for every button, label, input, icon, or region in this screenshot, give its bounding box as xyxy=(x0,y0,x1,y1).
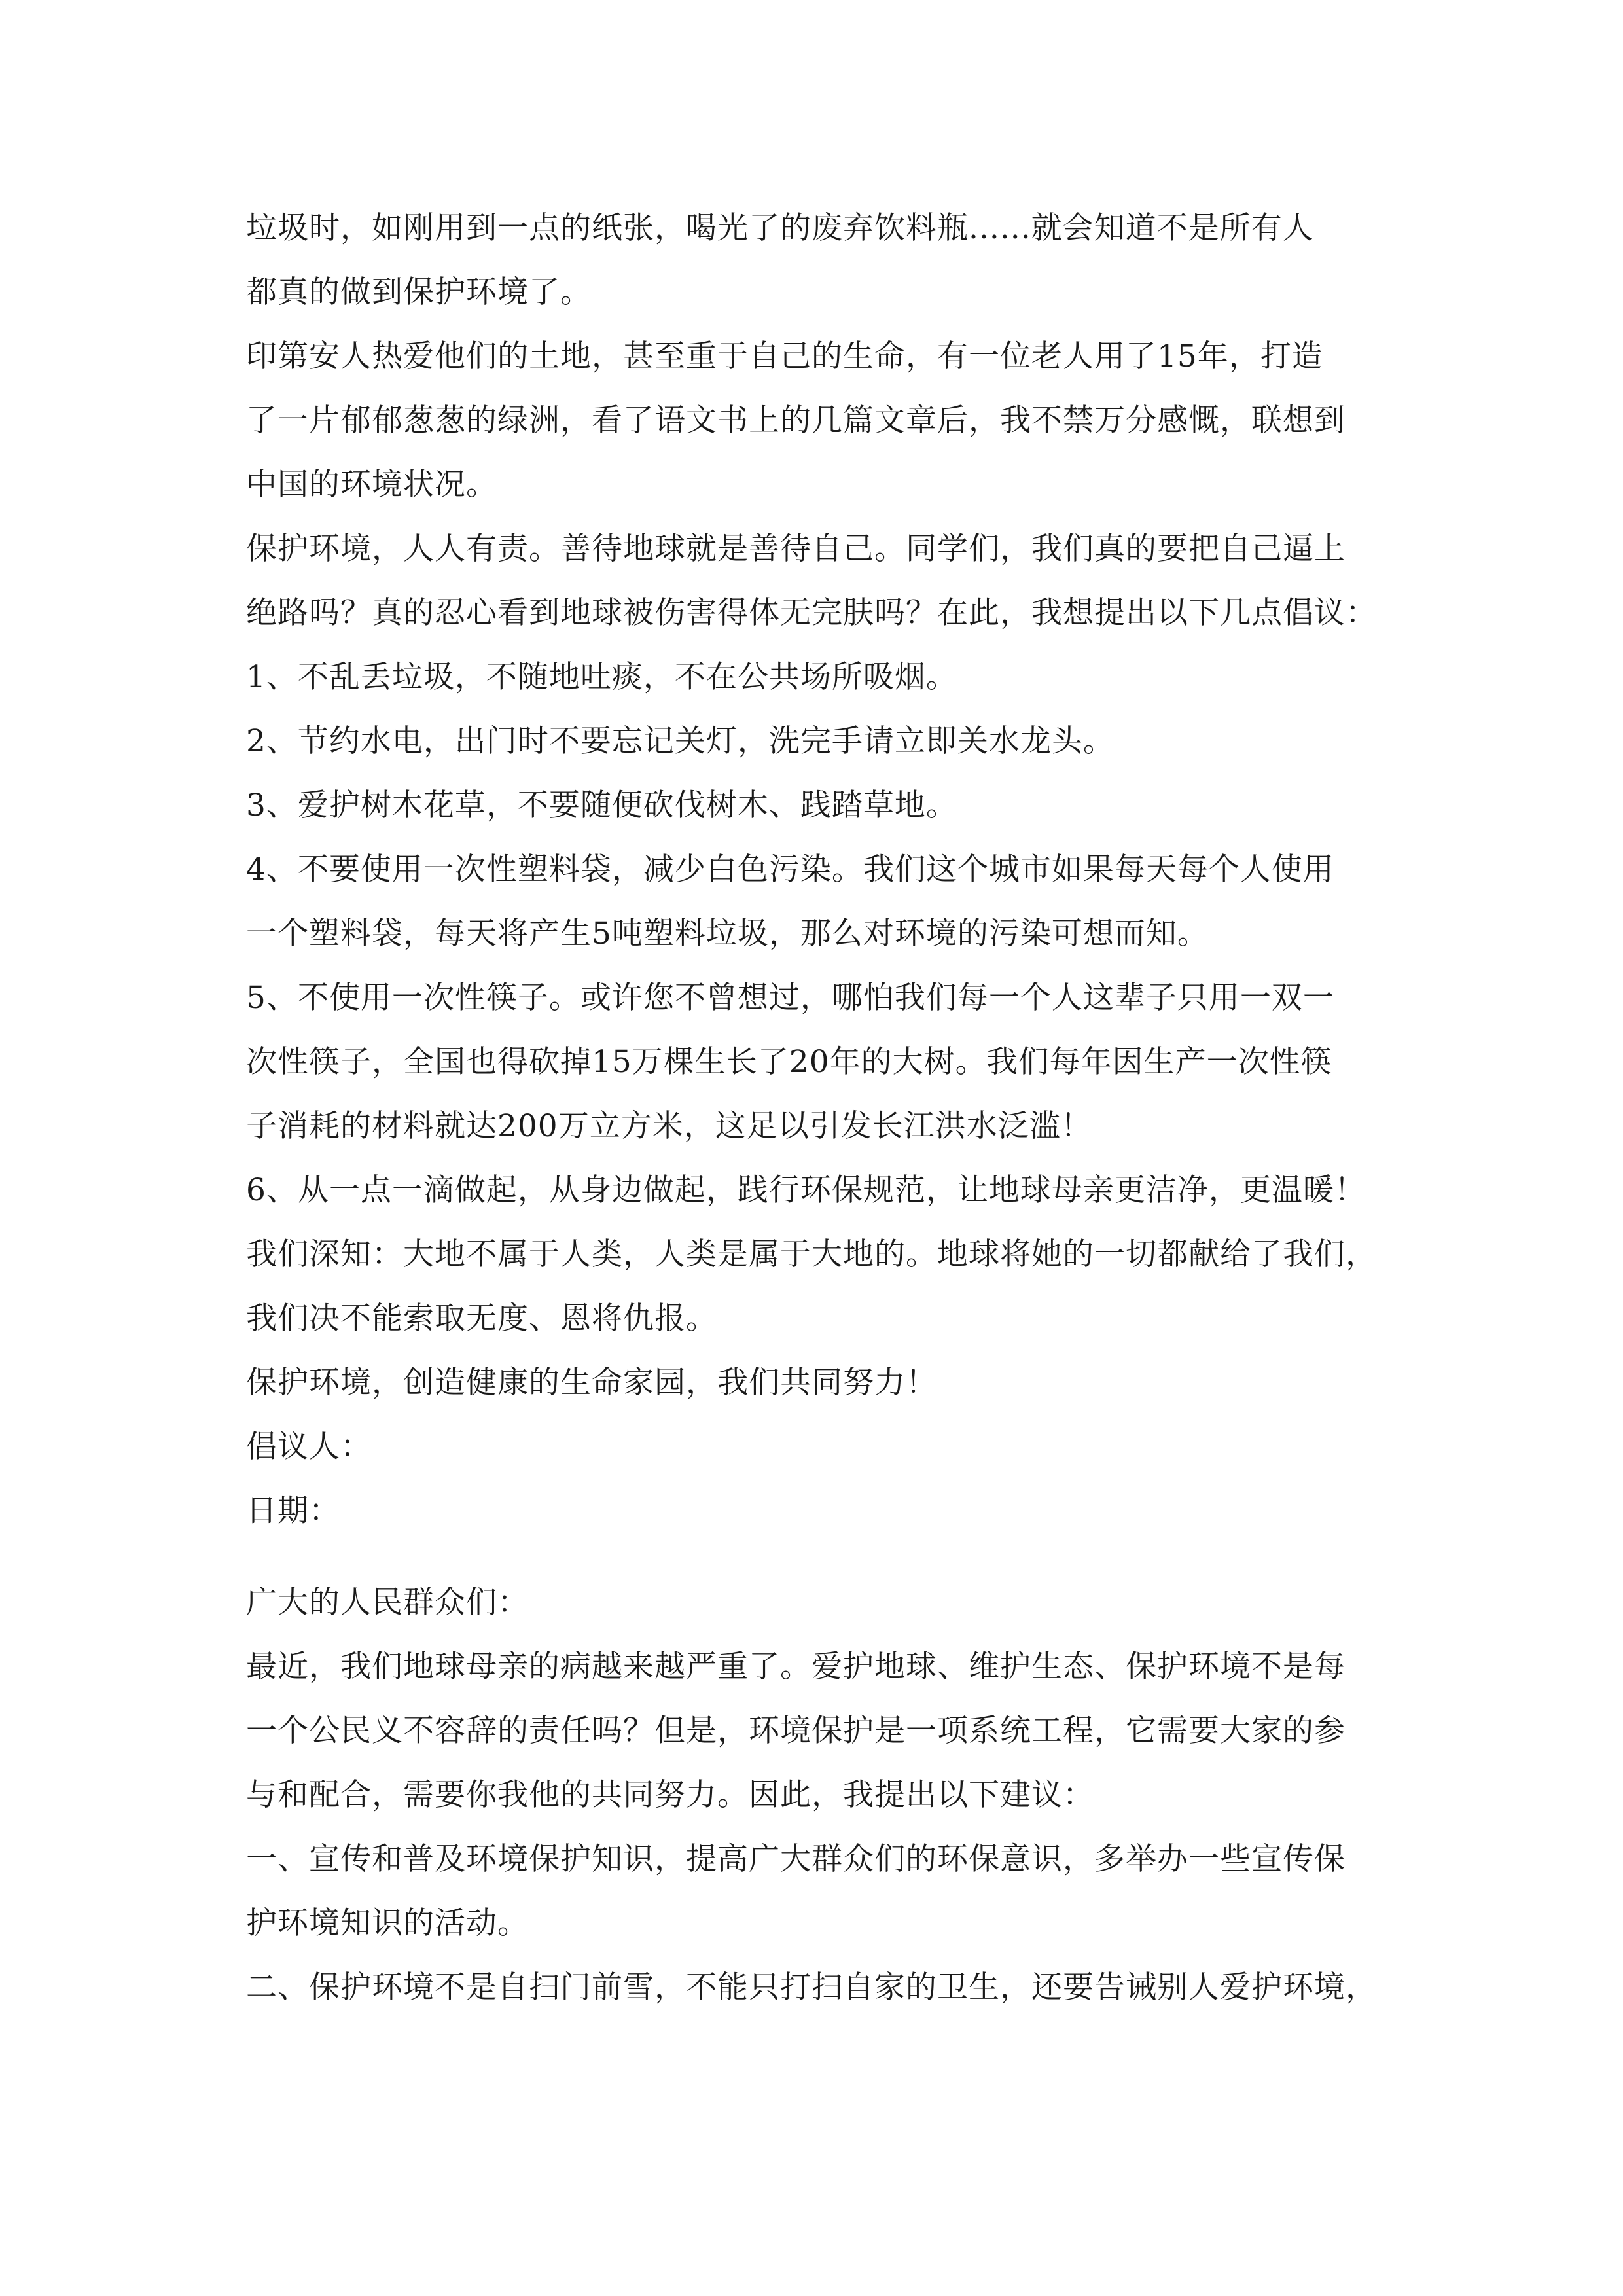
list-item: 2、节约水电，出门时不要忘记关灯，洗完手请立即关水龙头。 xyxy=(246,723,1115,759)
paragraph-line: 印第安人热爱他们的土地，甚至重于自己的生命，有一位老人用了15年，打造 xyxy=(246,338,1323,374)
list-item: 一、宣传和普及环境保护知识，提高广大群众们的环保意识，多举办一些宣传保 xyxy=(246,1841,1346,1877)
date-label: 日期： xyxy=(246,1493,340,1529)
paragraph-line: 子消耗的材料就达200万立方米，这足以引发长江洪水泛滥！ xyxy=(246,1108,1092,1144)
paragraph-line: 一个公民义不容辞的责任吗？但是，环境保护是一项系统工程，它需要大家的参 xyxy=(246,1713,1346,1749)
paragraph-line: 绝路吗？真的忍心看到地球被伤害得体无完肤吗？在此，我想提出以下几点倡议： xyxy=(246,595,1377,631)
list-item: 3、爱护树木花草，不要随便砍伐树木、践踏草地。 xyxy=(246,787,957,823)
paragraph-line: 一个塑料袋，每天将产生5吨塑料垃圾，那么对环境的污染可想而知。 xyxy=(246,916,1209,952)
paragraph-line: 我们深知：大地不属于人类，人类是属于大地的。地球将她的一切都献给了我们， xyxy=(246,1236,1377,1272)
paragraph-line: 与和配合，需要你我他的共同努力。因此，我提出以下建议： xyxy=(246,1777,1094,1813)
list-item: 5、不使用一次性筷子。或许您不曾想过，哪怕我们每一个人这辈子只用一双一 xyxy=(246,980,1334,1016)
paragraph-line: 了一片郁郁葱葱的绿洲，看了语文书上的几篇文章后，我不禁万分感慨，联想到 xyxy=(246,403,1346,439)
list-item: 6、从一点一滴做起，从身边做起，践行环保规范，让地球母亲更洁净，更温暖！ xyxy=(246,1172,1366,1208)
paragraph-line: 保护环境，人人有责。善待地球就是善待自己。同学们，我们真的要把自己逼上 xyxy=(246,531,1346,567)
paragraph-line: 保护环境，创造健康的生命家园，我们共同努力！ xyxy=(246,1365,937,1401)
paragraph-line: 都真的做到保护环境了。 xyxy=(246,274,592,310)
paragraph-line: 垃圾时，如刚用到一点的纸张，喝光了的废弃饮料瓶......就会知道不是所有人 xyxy=(246,210,1314,246)
list-item: 1、不乱丢垃圾，不随地吐痰，不在公共场所吸烟。 xyxy=(246,659,957,695)
paragraph-line: 次性筷子，全国也得砍掉15万棵生长了20年的大树。我们每年因生产一次性筷 xyxy=(246,1044,1332,1080)
letter-section-2 xyxy=(246,1571,1398,2020)
list-item: 二、保护环境不是自扫门前雪，不能只打扫自家的卫生，还要告诫别人爱护环境， xyxy=(246,1969,1377,2005)
letter-section-1 xyxy=(246,196,1398,1543)
signature-label: 倡议人： xyxy=(246,1429,372,1465)
paragraph-line: 护环境知识的活动。 xyxy=(246,1905,529,1941)
paragraph-line: 中国的环境状况。 xyxy=(246,467,497,503)
paragraph-line: 我们决不能索取无度、恩将仇报。 xyxy=(246,1300,717,1336)
paragraph-line: 最近，我们地球母亲的病越来越严重了。爱护地球、维护生态、保护环境不是每 xyxy=(246,1649,1346,1685)
list-item: 4、不要使用一次性塑料袋，减少白色污染。我们这个城市如果每天每个人使用 xyxy=(246,852,1334,888)
salutation: 广大的人民群众们： xyxy=(246,1585,529,1621)
